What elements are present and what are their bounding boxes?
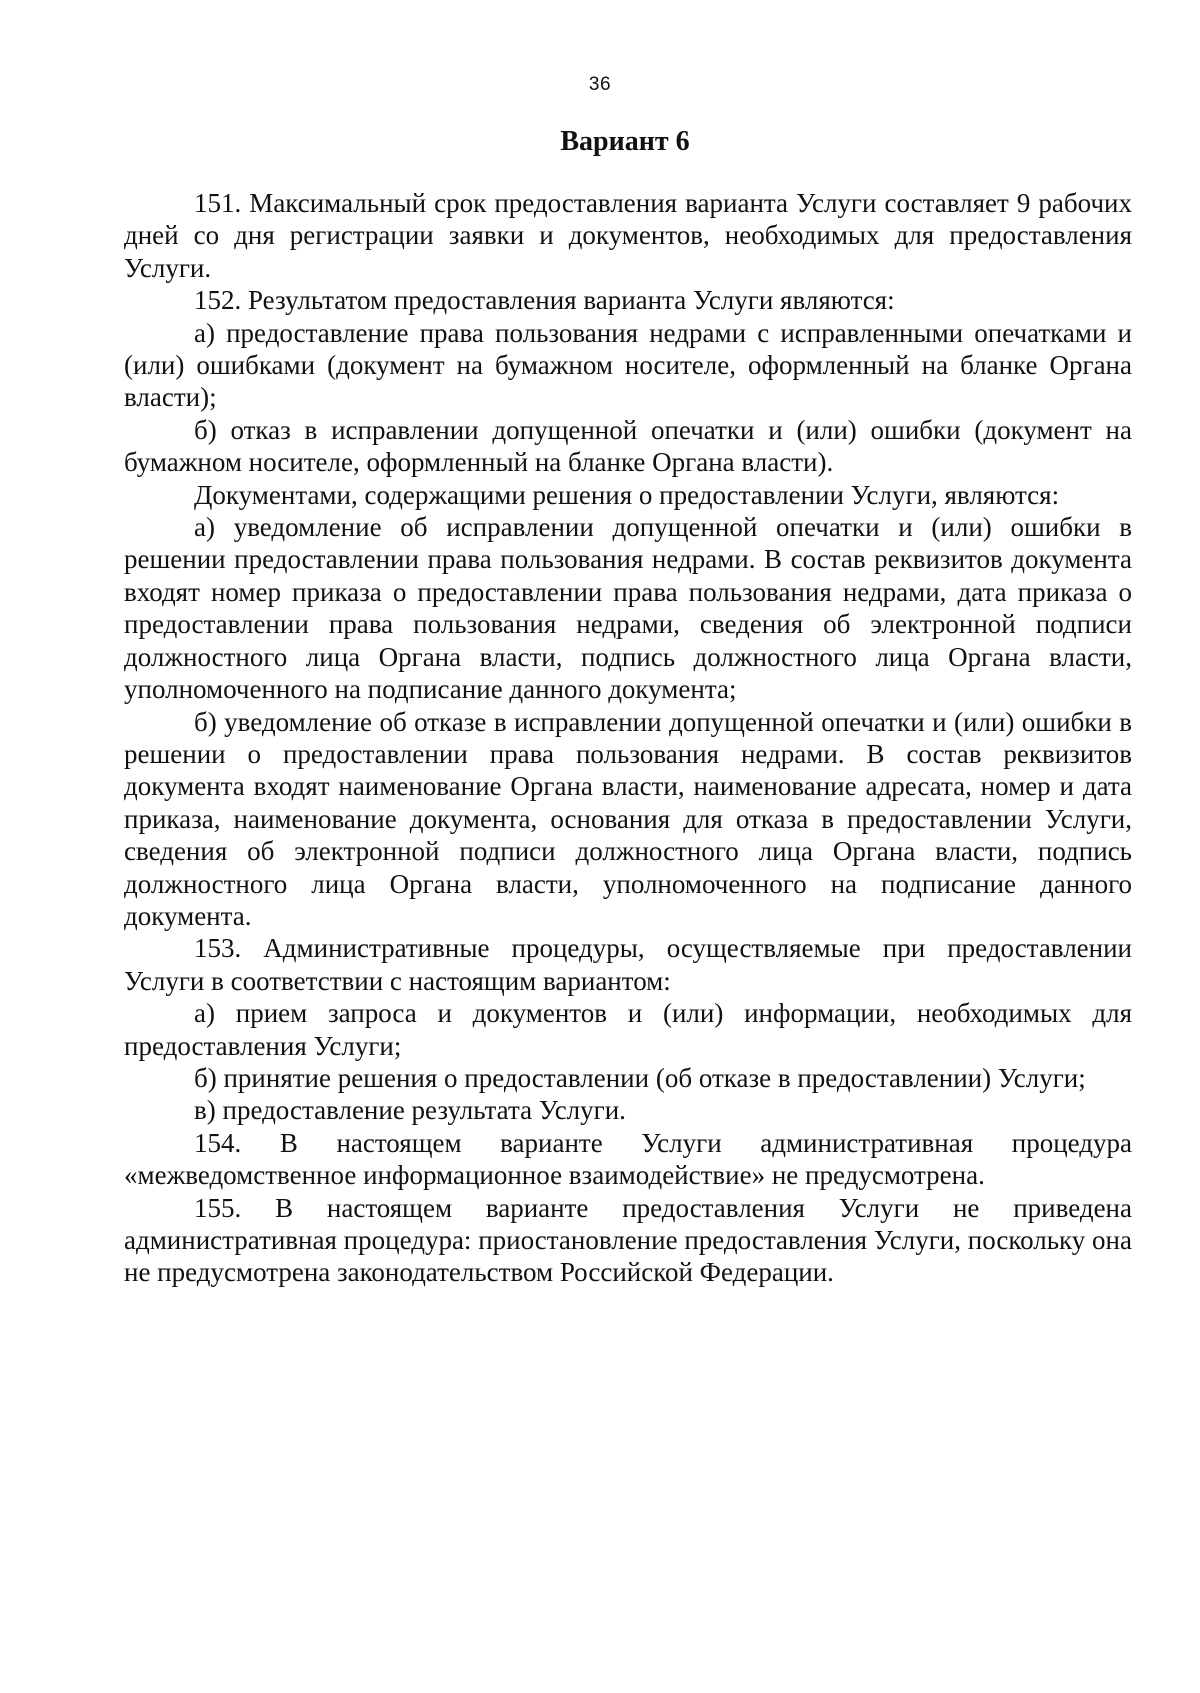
paragraph-152: 152. Результатом предоставления варианта Услуги являются: xyxy=(194,285,895,316)
paragraph-153: 153. Административные процедуры, осуществляемые при предоставлении Услуги в соответствии с настоящим вариантом: xyxy=(124,933,1132,996)
document-body xyxy=(124,187,1132,1289)
paragraph-153-c: в) предоставление результата Услуги. xyxy=(194,1095,626,1126)
paragraph-decision-documents: Документами, содержащими решения о предоставлении Услуги, являются: xyxy=(194,479,1060,510)
paragraph-154: 154. В настоящем варианте Услуги административная процедура «межведомственное информационное взаимодействие» не предусмотрена. xyxy=(124,1127,1132,1191)
paragraph-155: 155. В настоящем варианте предоставления Услуги не приведена административная процедура: приостановление предоставления Услуги, поскольку она не предусмотрена законодательством Российской Федерации. xyxy=(124,1192,1132,1288)
paragraph-152-b: б) отказ в исправлении допущенной опечатки и (или) ошибки (документ на бумажном носителе, оформленный на бланке Органа власти). xyxy=(124,414,1132,478)
paragraph-decision-a: а) уведомление об исправлении допущенной опечатки и (или) ошибки в решении предоставлении права пользования недрами. В состав реквизитов документа входят номер приказа о предоставлении права пользования недрами, дата приказа о предоставлении права пользования недрами, сведения об электронной подписи должностного лица Органа власти, подпись должностного лица Органа власти, уполномоченного на подписание данного документа; xyxy=(124,512,1132,705)
paragraph-decision-b: б) уведомление об отказе в исправлении допущенной опечатки и (или) ошибки в решении о предоставлении права пользования недрами. В состав реквизитов документа входят наименование Органа власти, наименование адресата, номер и дата приказа, наименование документа, основания для отказа в предоставлении Услуги, сведения об электронной подписи должностного лица Органа власти, подпись должностного лица Органа власти, уполномоченного на подписание данного документа. xyxy=(124,706,1132,931)
paragraph-153-a: а) прием запроса и документов и (или) информации, необходимых для предоставления Услуги; xyxy=(124,998,1132,1061)
page-number: 36 xyxy=(588,74,612,95)
paragraph-151: 151. Максимальный срок предоставления варианта Услуги составляет 9 рабочих дней со дня регистрации заявки и документов, необходимых для предоставления Услуги. xyxy=(124,188,1132,283)
paragraph-152-a: а) предоставление права пользования недрами с исправленными опечатками и (или) ошибками (документ на бумажном носителе, оформленный на бланке Органа власти); xyxy=(124,317,1132,413)
paragraph-153-b: б) принятие решения о предоставлении (об отказе в предоставлении) Услуги; xyxy=(194,1062,1086,1093)
section-title: Вариант 6 xyxy=(560,126,690,157)
